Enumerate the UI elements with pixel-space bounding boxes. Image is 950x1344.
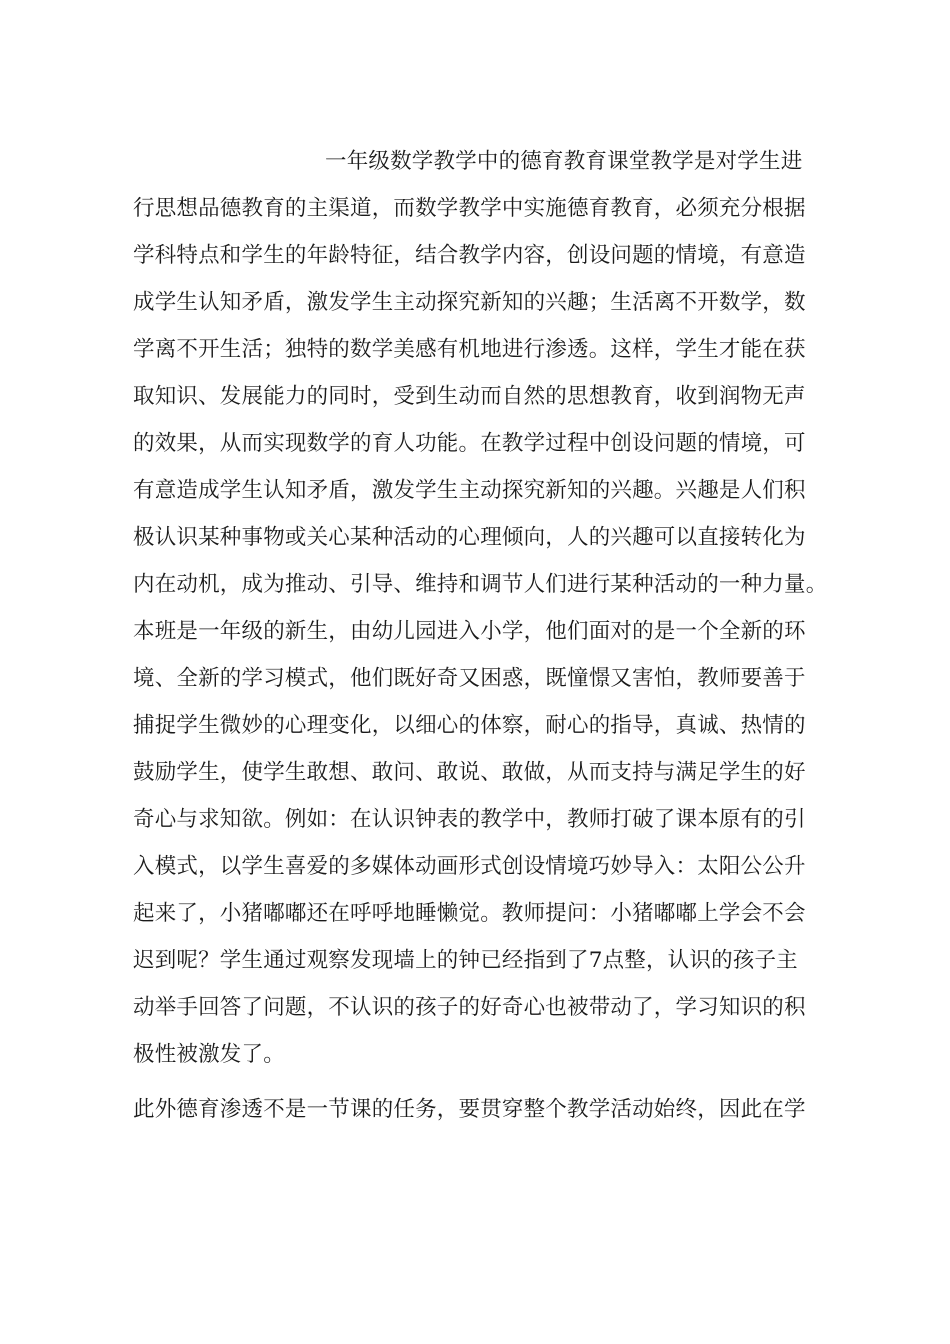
text-line: 成学生认知矛盾，激发学生主动探究新知的兴趣；生活离不开数学，数 bbox=[133, 290, 806, 315]
text-line: 的效果，从而实现数学的育人功能。在教学过程中创设问题的情境，可 bbox=[133, 431, 806, 456]
text-line: 起来了，小猪嘟嘟还在呼呼地睡懒觉。教师提问：小猪嘟嘟上学会不会 bbox=[133, 901, 806, 926]
paragraph-spacer bbox=[133, 1078, 833, 1086]
text-line: 入模式，以学生喜爱的多媒体动画形式创设情境巧妙导入：太阳公公升 bbox=[133, 854, 806, 879]
text-line: 境、全新的学习模式，他们既好奇又困惑，既憧憬又害怕，教师要善于 bbox=[133, 666, 806, 691]
text-line: 极认识某种事物或关心某种活动的心理倾向，人的兴趣可以直接转化为 bbox=[133, 525, 806, 550]
text-line: 捕捉学生微妙的心理变化，以细心的体察，耐心的指导，真诚、热情的 bbox=[133, 713, 806, 738]
text-line: 有意造成学生认知矛盾，激发学生主动探究新知的兴趣。兴趣是人们积 bbox=[133, 478, 806, 503]
paragraph-2 bbox=[133, 1086, 833, 1133]
text-line: 学科特点和学生的年龄特征，结合教学内容，创设问题的情境，有意造 bbox=[133, 243, 806, 268]
document-body bbox=[133, 138, 833, 1133]
text-line: 动举手回答了问题，不认识的孩子的好奇心也被带动了，学习知识的积 bbox=[133, 995, 806, 1020]
text-line: 本班是一年级的新生，由幼儿园进入小学，他们面对的是一个全新的环 bbox=[133, 619, 806, 644]
text-line: 内在动机，成为推动、引导、维持和调节人们进行某种活动的一种力量。 bbox=[133, 572, 828, 597]
text-line: 行思想品德教育的主渠道，而数学教学中实施德育教育，必须充分根据 bbox=[133, 196, 806, 221]
text-line: 取知识、发展能力的同时，受到生动而自然的思想教育，收到润物无声 bbox=[133, 384, 806, 409]
text-line: 此外德育渗透不是一节课的任务，要贯穿整个教学活动始终，因此在学 bbox=[133, 1097, 806, 1122]
text-line: 奇心与求知欲。例如：在认识钟表的教学中，教师打破了课本原有的引 bbox=[133, 807, 806, 832]
text-line: 迟到呢？学生通过观察发现墙上的钟已经指到了7点整，认识的孩子主 bbox=[133, 948, 798, 973]
text-line: 极性被激发了。 bbox=[133, 1042, 285, 1067]
text-line: 鼓励学生，使学生敢想、敢问、敢说、敢做，从而支持与满足学生的好 bbox=[133, 760, 806, 785]
text-line: 一年级数学教学中的德育教育课堂教学是对学生进 bbox=[325, 149, 803, 174]
text-line: 学离不开生活；独特的数学美感有机地进行渗透。这样，学生才能在获 bbox=[133, 337, 806, 362]
paragraph-1 bbox=[133, 138, 833, 1078]
